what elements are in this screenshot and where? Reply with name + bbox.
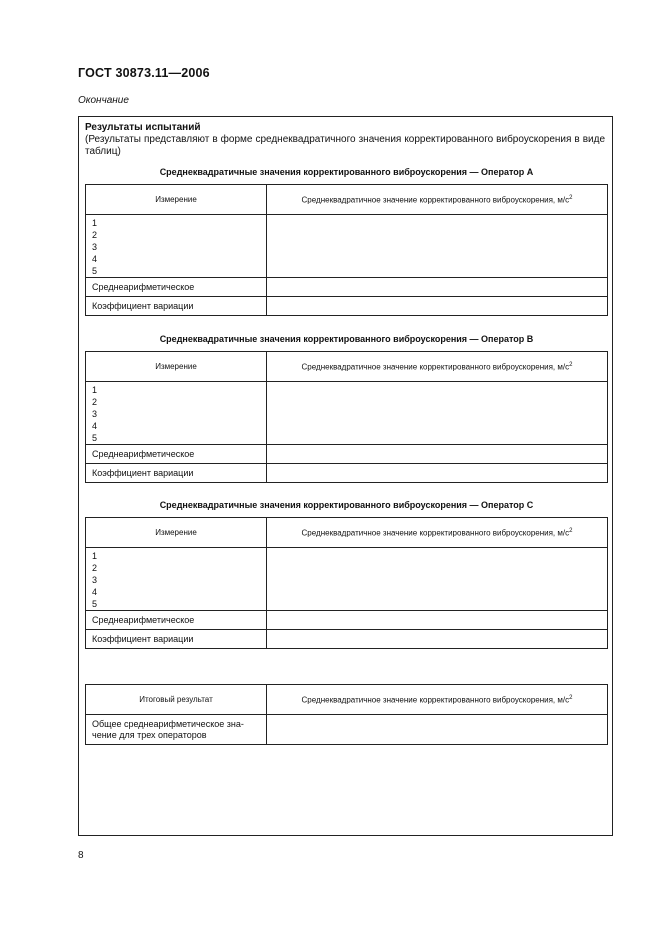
final-result-table	[85, 684, 608, 745]
measurements-row	[86, 215, 608, 278]
measurements-row	[86, 382, 608, 445]
mean-value-cell	[267, 278, 608, 297]
results-title: Результаты испытаний	[85, 122, 201, 133]
measurement-header: Измерение	[86, 352, 267, 382]
measurement-numbers: 1 2 3 4 5	[86, 548, 267, 611]
measurement-values-cell	[267, 382, 608, 445]
measurement-values-cell	[267, 215, 608, 278]
operator-c-caption: Среднеквадратичные значения корректированного виброускорения — Оператор С	[159, 500, 534, 510]
mean-label: Среднеарифметическое	[86, 278, 267, 297]
measurement-header: Измерение	[86, 185, 267, 215]
measurement-numbers: 1 2 3 4 5	[86, 215, 267, 278]
cv-value-cell	[267, 297, 608, 316]
measurement-numbers: 1 2 3 4 5	[86, 382, 267, 445]
final-header-row	[86, 685, 608, 715]
cv-value-cell	[267, 630, 608, 649]
cv-label: Коэффициент вариации	[86, 297, 267, 316]
final-result-row	[86, 715, 608, 745]
operator-b-caption: Среднеквадратичные значения корректированного виброускорения — Оператор В	[159, 334, 534, 344]
final-value-cell	[267, 715, 608, 745]
cv-value-cell	[267, 464, 608, 483]
mean-row	[86, 611, 608, 630]
measurements-row	[86, 548, 608, 611]
mean-label: Среднеарифметическое	[86, 445, 267, 464]
final-row-label: Общее среднеарифметическое зна- чение для трех операторов	[86, 715, 267, 745]
table-header-row	[86, 352, 608, 382]
mean-value-cell	[267, 611, 608, 630]
table-header-row	[86, 185, 608, 215]
table-header-row	[86, 518, 608, 548]
measurement-header: Измерение	[86, 518, 267, 548]
value-header: Среднеквадратичное значение корректированного виброускорения, $м/с^2$	[267, 352, 608, 382]
cv-label: Коэффициент вариации	[86, 630, 267, 649]
value-header: Среднеквадратичное значение корректированного виброускорения, $м/с^2$	[267, 518, 608, 548]
cv-row	[86, 464, 608, 483]
operator-a-caption: Среднеквадратичные значения корректированного виброускорения — Оператор А	[159, 167, 534, 177]
page-number: 8	[78, 850, 84, 861]
mean-label: Среднеарифметическое	[86, 611, 267, 630]
cv-row	[86, 630, 608, 649]
cv-label: Коэффициент вариации	[86, 464, 267, 483]
operator-b-table	[85, 351, 608, 483]
value-header: Среднеквадратичное значение корректированного виброускорения, $м/с^2$	[267, 185, 608, 215]
mean-row	[86, 278, 608, 297]
final-result-header: Итоговый результат	[86, 685, 267, 715]
measurement-values-cell	[267, 548, 608, 611]
operator-a-table	[85, 184, 608, 316]
operator-c-table	[85, 517, 608, 649]
mean-value-cell	[267, 445, 608, 464]
mean-row	[86, 445, 608, 464]
results-note: (Результаты представляют в форме среднеквадратичного значения корректированного виброускорения в виде таблиц)	[85, 134, 605, 157]
cv-row	[86, 297, 608, 316]
document-header: ГОСТ 30873.11—2006	[78, 66, 210, 80]
continuation-label: Окончание	[78, 95, 129, 106]
final-value-header: Среднеквадратичное значение корректированного виброускорения, $м/с^2$	[267, 685, 608, 715]
